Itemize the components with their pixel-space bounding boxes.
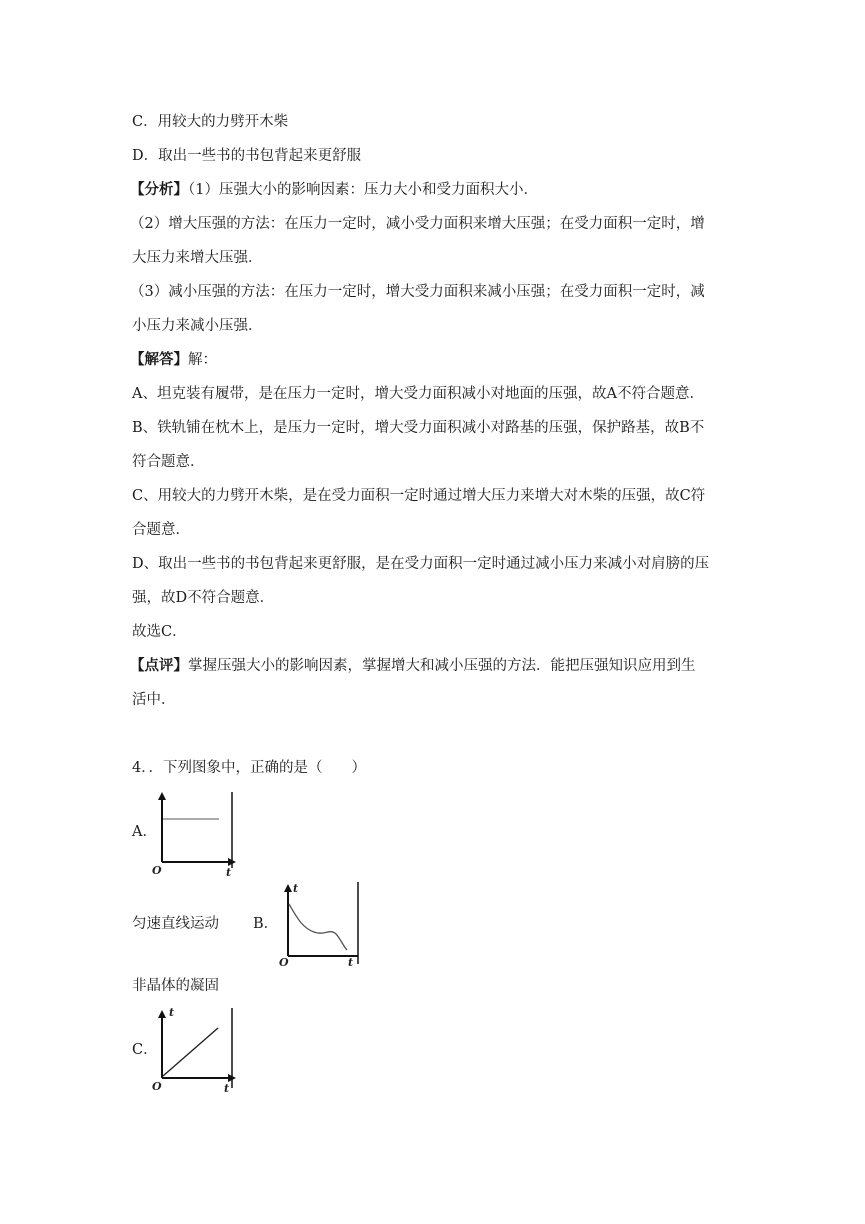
- graph-b-curve: [289, 904, 347, 950]
- graph-a-origin: O: [152, 864, 162, 877]
- option-c-label: C．: [132, 1042, 158, 1058]
- option-a-label: A．: [132, 824, 157, 840]
- graph-a: [152, 792, 236, 879]
- graph-a-y-arrow: [158, 792, 166, 800]
- analysis-tag: 【分析】: [130, 181, 188, 198]
- graph-c-origin: O: [152, 1080, 162, 1093]
- answer-header: [130, 350, 217, 370]
- analysis-text-1: （1）压强大小的影响因素：压力大小和受力面积大小．: [188, 182, 538, 198]
- answer-tag: 【解答】: [130, 351, 188, 368]
- answer-c-2: 合题意．: [132, 522, 190, 538]
- answer-d-2: 强，故D不符合题意．: [132, 590, 275, 606]
- graph-c-curve: [163, 1028, 218, 1076]
- graph-b-x-label: t: [348, 956, 354, 969]
- option-b-caption: 非晶体的凝固: [132, 978, 219, 994]
- graph-c-y-label: t: [169, 1006, 175, 1019]
- analysis-line-1: [130, 180, 538, 200]
- answer-intro: 解：: [188, 352, 217, 368]
- analysis-line-2b: 大压力来增大压强．: [132, 250, 263, 266]
- option-c-text: C．用较大的力劈开木柴: [132, 114, 289, 130]
- comment-text-1: 掌握压强大小的影响因素，掌握增大和减小压强的方法．能把压强知识应用到生: [188, 658, 696, 674]
- option-d-text: D．取出一些书的书包背起来更舒服: [132, 148, 362, 164]
- answer-a: A、坦克装有履带，是在压力一定时，增大受力面积减小对地面的压强，故A不符合题意．: [132, 386, 704, 402]
- answer-c-1: C、用较大的力劈开木柴，是在受力面积一定时通过增大压力来增大对木柴的压强，故C符: [132, 488, 706, 504]
- comment-line-1: [130, 656, 696, 676]
- graph-a-x-label: t: [226, 866, 232, 879]
- answer-choice: 故选C．: [132, 624, 187, 640]
- graph-c: [152, 1006, 236, 1095]
- analysis-line-2a: （2）增大压强的方法：在压力一定时，减小受力面积来增大压强；在受力面积一定时，增: [130, 216, 705, 232]
- answer-b-1: B、铁轨铺在枕木上，是压力一定时，增大受力面积减小对路基的压强，保护路基，故B不: [132, 420, 705, 436]
- graph-c-y-arrow: [158, 1010, 166, 1018]
- graph-b-y-label: t: [293, 882, 299, 895]
- answer-b-2: 符合题意．: [132, 454, 205, 470]
- graph-c-x-label: t: [224, 1082, 230, 1095]
- answer-d-1: D、取出一些书的书包背起来更舒服，是在受力面积一定时通过减小压力来减小对肩膀的压: [132, 556, 710, 572]
- option-b-label: B．: [253, 916, 279, 932]
- question-4-stem: 4．．下列图象中，正确的是（ ）: [132, 760, 366, 776]
- comment-tag: 【点评】: [130, 657, 188, 674]
- analysis-line-3a: （3）减小压强的方法：在压力一定时，增大受力面积来减小压强；在受力面积一定时，减: [130, 284, 705, 300]
- option-a-caption: 匀速直线运动: [132, 916, 219, 932]
- analysis-line-3b: 小压力来减小压强．: [132, 318, 263, 334]
- graph-b-y-arrow: [284, 884, 292, 892]
- comment-line-2: 活中．: [132, 692, 176, 708]
- graph-b-origin: O: [279, 956, 289, 969]
- graph-b: [278, 882, 362, 969]
